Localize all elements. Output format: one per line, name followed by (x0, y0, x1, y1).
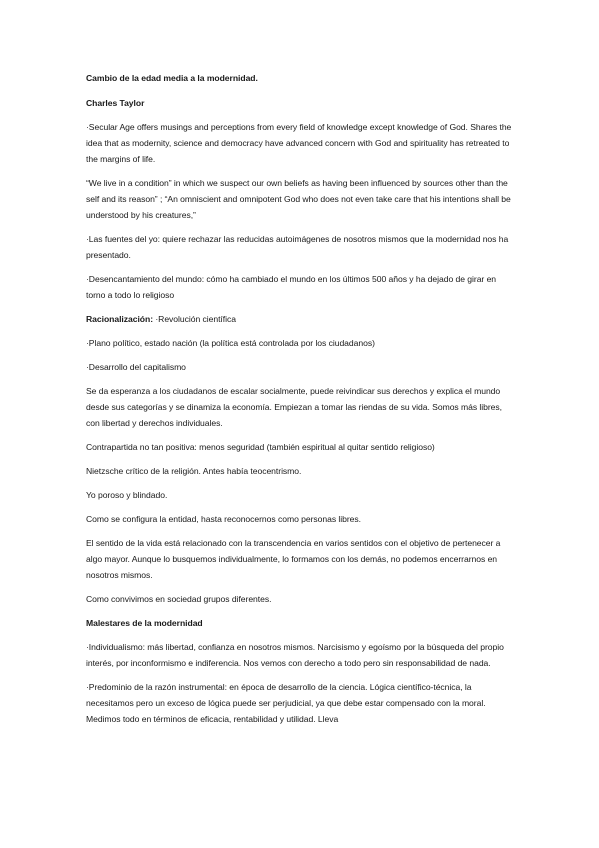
paragraph-plano-politico: ·Plano político, estado nación (la política está controlada por los ciudadanos) (86, 338, 375, 348)
paragraph-secular-age: ·Secular Age offers musings and perceptions from every field of knowledge except knowledge of God. Shares the idea that as modernity, science and democracy have advanced concern with God and spirituality has retreated to the margins of life. (86, 122, 512, 164)
paragraph-nietzsche: Nietzsche crítico de la religión. Antes había teocentrismo. (86, 466, 302, 476)
paragraph-individualismo: ·Individualismo: más libertad, confianza en nosotros mismos. Narcisismo y egoísmo por la búsqueda del propio interés, por inconformismo e indiferencia. Nos vemos con derecho a todo pero sin responsabilidad de nada. (86, 642, 504, 668)
paragraph-desencantamiento: ·Desencantamiento del mundo: cómo ha cambiado el mundo en los últimos 500 años y ha dejado de girar en torno a todo lo religioso (86, 274, 497, 300)
paragraph-convivimos: Como convivimos en sociedad grupos diferentes. (86, 594, 272, 604)
author-heading: Charles Taylor (86, 98, 145, 108)
racionalizacion-text: ·Revolución científica (153, 314, 236, 324)
paragraph-sentido-vida: El sentido de la vida está relacionado con la transcendencia en varios sentidos con el objetivo de pertenecer a algo mayor. Aunque lo busquemos individualmente, lo formamos con los demás, no podemos encerrarnos en nosotros mismos. (86, 538, 501, 580)
heading-malestares: Malestares de la modernidad (86, 618, 203, 628)
paragraph-fuentes-del-yo: ·Las fuentes del yo: quiere rechazar las reducidas autoimágenes de nosotros mismos que la modernidad nos ha presentado. (86, 234, 509, 260)
document-title: Cambio de la edad media a la modernidad. (86, 73, 258, 83)
paragraph-entidad: Como se configura la entidad, hasta reconocernos como personas libres. (86, 514, 361, 524)
paragraph-yo-poroso: Yo poroso y blindado. (86, 490, 168, 500)
paragraph-quote: “We live in a condition” in which we suspect our own beliefs as having been influenced by sources other than the self and its reason” ; “An omniscient and omnipotent God who does not even take care that his intentions shall be understood by his creatures,” (86, 178, 511, 220)
racionalizacion-label: Racionalización: (86, 314, 154, 324)
paragraph-esperanza: Se da esperanza a los ciudadanos de escalar socialmente, puede reivindicar sus derechos y explica el mundo desde sus categorías y se dinamiza la economía. Empiezan a tomar las riendas de su vida. Somos más libres, con libertad y derechos individuales. (86, 386, 503, 428)
document-page (86, 70, 516, 735)
paragraph-contrapartida: Contrapartida no tan positiva: menos seguridad (también espiritual al quitar sentido religioso) (86, 442, 435, 452)
paragraph-capitalismo: ·Desarrollo del capitalismo (86, 362, 186, 372)
paragraph-razon-instrumental: ·Predominio de la razón instrumental: en época de desarrollo de la ciencia. Lógica científico-técnica, la necesitamos pero un exceso de lógica puede ser perjudicial, ya que debe estar compensado con la moral. Medimos todo en términos de eficacia, rentabilidad y utilidad. Lleva (86, 682, 486, 724)
paragraph-racionalizacion (86, 311, 516, 327)
